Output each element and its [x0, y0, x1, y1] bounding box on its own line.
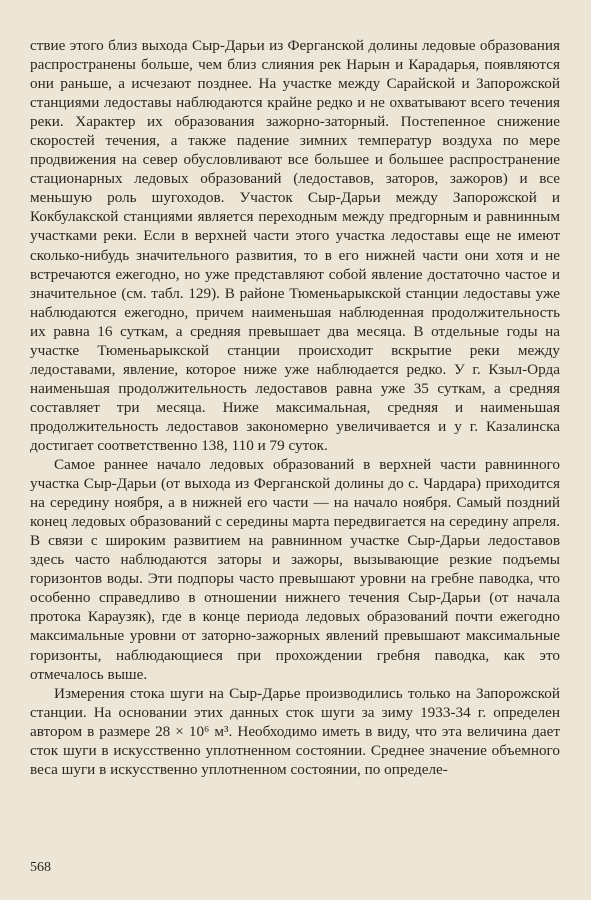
page-number: 568: [30, 860, 51, 875]
page-text-block: [30, 36, 560, 779]
paragraph-2: Самое раннее начало ледовых образований в верхней части равнинного участка Сыр-Дарьи (от выхода из Ферганской долины до с. Чардара) приходится на середину ноября, а в нижней его части — на начало ноября. Самый поздний конец ледовых образований с середины марта передвигается на середину апреля. В связи с широким развитием на равнинном участке Сыр-Дарьи ледоставов здесь часто наблюдаются заторы и зажоры, вызывающие резкие подъемы горизонтов воды. Эти подпоры часто превышают уровни на гребне паводка, что особенно справедливо в отношении нижнего течения Сыр-Дарьи (от начала протока Караузяк), где в конце периода ледовых образований почти ежегодно максимальные уровни от заторно-зажорных явлений превышают максимальные горизонты, наблюдающиеся при прохождении гребня паводка, как это отмечалось выше.: [30, 456, 560, 683]
paragraph-1: ствие этого близ выхода Сыр-Дарьи из Ферганской долины ледовые образования распространены больше, чем близ слияния рек Нарын и Карадарья, появляются они раньше, а исчезают позднее. На участке между Сарайской и Запорожской станциями ледоставы наблюдаются крайне редко и не охватывают всего течения реки. Характер их образования зажорно-заторный. Постепенное снижение скоростей течения, а также падение зимних температур воздуха по мере продвижения на север обусловливают все большее и большее распространение стационарных ледовых образований (ледоставов, заторов, зажоров) и все меньшую роль шугоходов. Участок Сыр-Дарьи между Запорожской и Кокбулакской станциями является переходным между предгорным и равнинным участками реки. Если в верхней части этого участка ледоставы еще не имеют сколько-нибудь значительного развития, то в его нижней части они хотя и не встречаются ежегодно, но уже представляют собой явление достаточно частое и значительное (см. табл. 129). В районе Тюменьарыкской станции ледоставы уже наблюдаются ежегодно, причем наименьшая наблюденная продолжительность их равна 16 суткам, а средняя превышает два месяца. В отдельные годы на участке Тюменьарыкской станции происходит вскрытие реки между ледоставами, явление, которое ниже уже наблюдается редко. У г. Кзыл-Орда наименьшая продолжительность ледоставов равна уже 35 суткам, а средняя составляет три месяца. Ниже максимальная, средняя и наименьшая продолжительность ледоставов закономерно увеличивается и у г. Казалинска достигает соответственно 138, 110 и 79 суток.: [30, 37, 560, 454]
paragraph-3: Измерения стока шуги на Сыр-Дарье производились только на Запорожской станции. На основании этих данных сток шуги за зиму 1933-34 г. определен автором в размере 28 × 10⁶ м³. Необходимо иметь в виду, что эта величина дает сток шуги в искусственно уплотненном состоянии. Среднее значение объемного веса шуги в искусственно уплотненном состоянии, по определе-: [30, 684, 560, 778]
